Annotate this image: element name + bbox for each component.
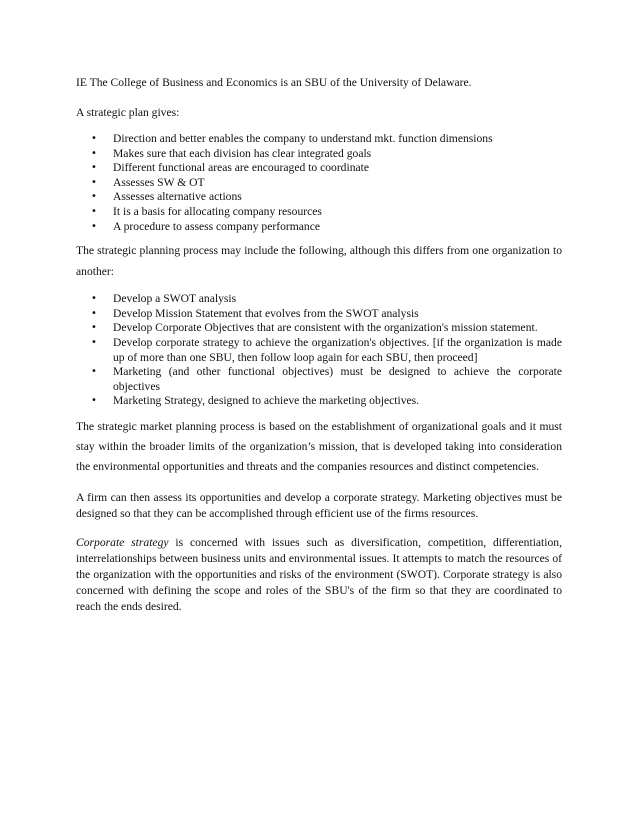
planning-process-list bbox=[76, 292, 562, 409]
list-item bbox=[76, 205, 562, 220]
bullet-icon: • bbox=[91, 176, 97, 188]
firm-strategy-paragraph: A firm can then assess its opportunities and develop a corporate strategy. Marketing objectives must be designed so that they can be accomplished through efficient use of the firms resources. bbox=[76, 490, 562, 520]
list-item-text: Marketing Strategy, designed to achieve the marketing objectives. bbox=[113, 394, 420, 408]
list-item-text: Develop Mission Statement that evolves from the SWOT analysis bbox=[113, 306, 419, 320]
bullet-icon: • bbox=[91, 395, 97, 407]
bullet-icon: • bbox=[91, 220, 97, 232]
corporate-strategy-text: is concerned with issues such as diversification, competition, differentiation, interrelationships between business units and environmental issues. It attempts to match the resources of the organization with the opportunities and risks of the environment (SWOT). Corporate strategy is also concerned with defining the scope and roles of the SBU's of the firm so that they are coordinated to reach the ends desired. bbox=[76, 535, 562, 613]
paragraph-spacer bbox=[76, 522, 562, 535]
list-item bbox=[76, 190, 562, 205]
strategic-plan-list bbox=[76, 132, 562, 234]
list-item bbox=[76, 292, 562, 307]
planning-process-paragraph: The strategic planning process may include the following, although this differs from one organization to another: bbox=[76, 244, 562, 279]
list-item bbox=[76, 132, 562, 147]
list-item-text: Assesses alternative actions bbox=[113, 190, 242, 204]
list-item-text: Develop corporate strategy to achieve the organization's objectives. [if the organization is made up of more than one SBU, then follow loop again for each SBU, then proceed] bbox=[113, 335, 562, 364]
list-item bbox=[76, 321, 562, 336]
list-item-text: Different functional areas are encouraged to coordinate bbox=[113, 161, 370, 175]
intro-paragraph: IE The College of Business and Economics is an SBU of the University of Delaware. bbox=[76, 76, 472, 89]
bullet-icon: • bbox=[91, 307, 97, 319]
corporate-strategy-paragraph bbox=[76, 535, 562, 615]
bullet-icon: • bbox=[91, 205, 97, 217]
market-planning-paragraph: The strategic market planning process is based on the establishment of organizational goals and it must stay within the broader limits of the organization’s mission, that is developed taking into consideration the environmental opportunities and threats and the companies resources and distinct competencies. bbox=[76, 419, 562, 473]
list-item bbox=[76, 147, 562, 162]
list-item bbox=[76, 365, 562, 394]
list-item bbox=[76, 220, 562, 235]
list-item bbox=[76, 336, 562, 365]
bullet-icon: • bbox=[91, 191, 97, 203]
bullet-icon: • bbox=[91, 133, 97, 144]
corporate-strategy-term: Corporate strategy bbox=[76, 535, 169, 549]
list-item bbox=[76, 307, 562, 322]
list-item-text: Makes sure that each division has clear integrated goals bbox=[113, 146, 372, 160]
list-item bbox=[76, 176, 562, 191]
bullet-icon: • bbox=[91, 293, 97, 305]
bullet-icon: • bbox=[91, 366, 97, 378]
bullet-icon: • bbox=[91, 322, 97, 334]
list-item bbox=[76, 161, 562, 176]
list-item-text: Develop Corporate Objectives that are consistent with the organization's mission statement. bbox=[113, 321, 538, 335]
bullet-icon: • bbox=[91, 162, 97, 174]
list-item bbox=[76, 394, 562, 409]
paragraph-spacer bbox=[76, 477, 562, 490]
list-item-text: Marketing (and other functional objectives) must be designed to achieve the corporate objectives bbox=[113, 365, 562, 393]
list-item-text: Assesses SW & OT bbox=[113, 175, 205, 189]
list-item-text: Develop a SWOT analysis bbox=[113, 292, 237, 306]
list-item-text: A procedure to assess company performance bbox=[113, 219, 321, 233]
strategic-plan-heading: A strategic plan gives: bbox=[76, 106, 180, 119]
document-page bbox=[76, 66, 562, 615]
bullet-icon: • bbox=[91, 336, 97, 348]
bullet-icon: • bbox=[91, 147, 97, 159]
list-item-text: It is a basis for allocating company resources bbox=[113, 204, 322, 218]
list-item-text: Direction and better enables the company to understand mkt. function dimensions bbox=[113, 132, 493, 145]
